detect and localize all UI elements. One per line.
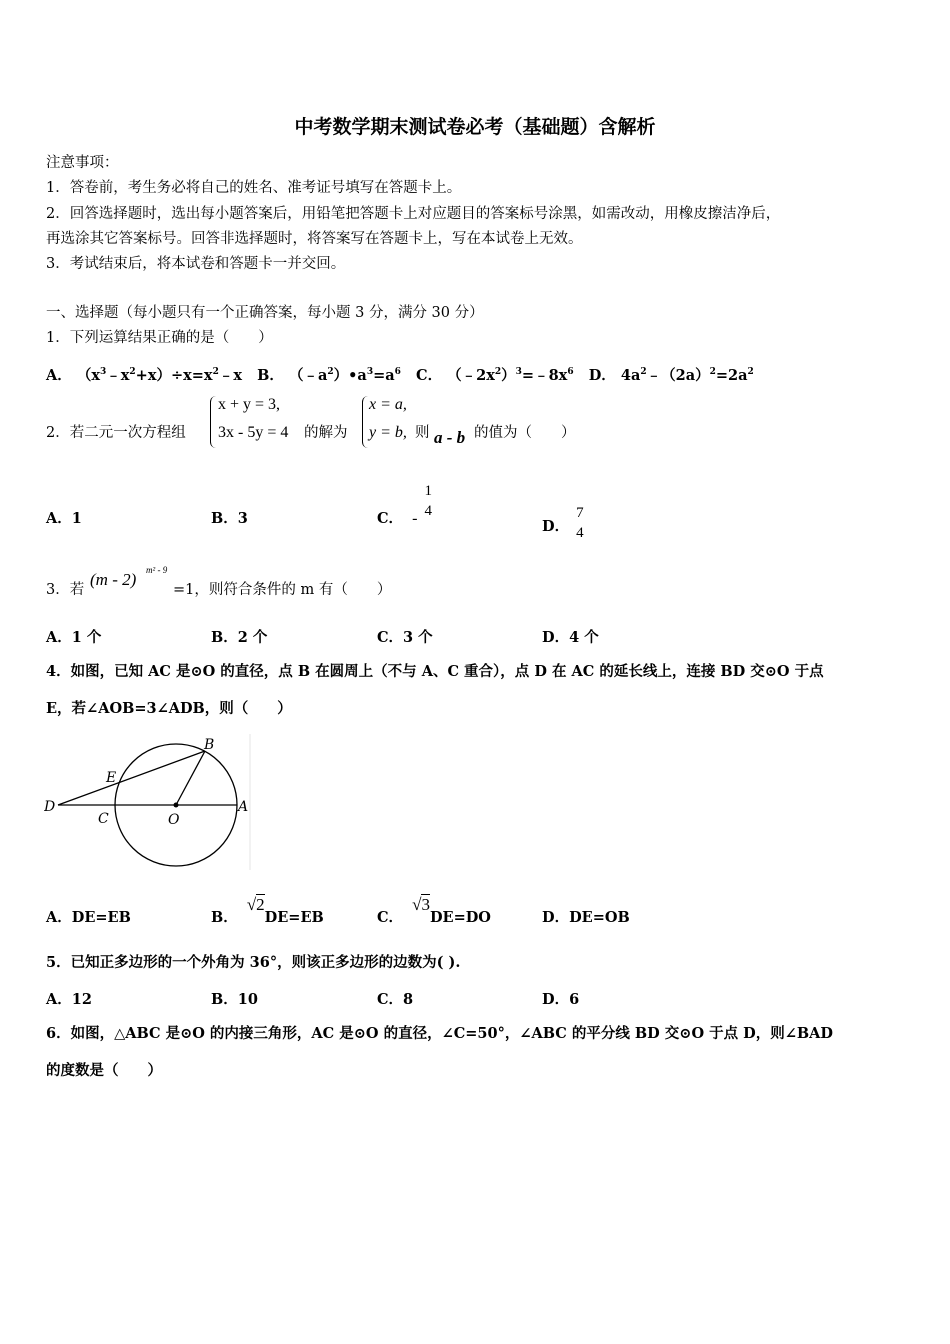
q2-option-d-numerator: 7	[576, 505, 584, 521]
q2-eq2: 3x - 5y = 4	[218, 424, 289, 441]
q5-option-b: B．10	[211, 991, 258, 1008]
q1-option-b-label: B．	[257, 367, 284, 384]
q5-stem: 5．已知正多边形的一个外角为 36°，则该正多边形的边数为( ).	[46, 954, 461, 971]
q2-sol1: x = a,	[369, 396, 407, 413]
section-heading: 一、选择题（每小题只有一个正确答案，每小题 3 分，满分 30 分）	[46, 305, 484, 321]
q6-line-2: 的度数是（ ）	[46, 1062, 162, 1079]
q6-line-1: 6．如图，△ABC 是⊙O 的内接三角形，AC 是⊙O 的直径，∠C=50°，∠ABC 的平分线 BD 交⊙O 于点 D，则∠BAD	[46, 1025, 833, 1042]
q2-option-c-label: C．	[377, 510, 404, 527]
q4-line-db	[58, 751, 205, 805]
q1-option-d-label: D．	[588, 367, 616, 384]
q4-center-dot	[174, 803, 179, 808]
q2-sol2: y = b,	[369, 424, 407, 441]
q2-option-c-fraction	[423, 481, 435, 521]
q2-suffix: 的值为（ ）	[474, 425, 576, 441]
page-title: 中考数学期末测试卷必考（基础题）含解析	[294, 116, 656, 138]
q4-label-a: A	[238, 799, 249, 815]
q1-option-a: $(x^3﹣x^2+x)\div x=x^2﹣x$	[76, 367, 242, 384]
q2-expr: a - b	[434, 428, 466, 447]
q4-option-b-label: B．	[211, 909, 238, 926]
q4-label-b: B	[204, 737, 215, 753]
q4-option-c	[377, 895, 491, 927]
q4-label-d: D	[44, 799, 56, 815]
q4-option-d: D．DE=OB	[542, 909, 630, 926]
q2-option-d-label: D．	[542, 518, 570, 535]
q1-option-a-label: A．	[46, 367, 72, 384]
q1-option-c-label: C．	[416, 367, 443, 384]
q5-option-d: D．6	[542, 991, 580, 1008]
q4-option-a: A．DE=EB	[46, 909, 131, 926]
notice-item-2b: 再选涂其它答案标号。回答非选择题时，将答案写在答题卡上，写在本试卷上无效。	[46, 231, 583, 247]
q4-option-c-text: DE=DO	[429, 909, 491, 926]
q3-suffix: =1，则符合条件的 m 有（ ）	[173, 582, 392, 598]
q4-line-2: E，若∠AOB=3∠ADB，则（ ）	[46, 700, 292, 717]
q4-figure	[44, 734, 254, 874]
q2-option-b: B．3	[211, 510, 248, 527]
q4-label-o: O	[168, 812, 180, 828]
q2-option-d	[542, 507, 586, 547]
q4-line-1: 4．如图，已知 AC 是⊙O 的直径，点 B 在圆周上（不与 A、C 重合），点 D 在 AC 的延长线上，连接 BD 交⊙O 于点	[46, 663, 824, 680]
q3-base: (m - 2)	[90, 570, 137, 589]
q2-option-d-fraction	[574, 503, 586, 543]
q2-option-c-numerator: 1	[424, 483, 432, 499]
q4-label-c: C	[98, 811, 109, 827]
q3-option-a: A．1 个	[46, 629, 102, 646]
q4-option-c-label: C．	[377, 909, 404, 926]
q4-option-b	[211, 895, 324, 927]
q2-mid: 的解为	[304, 425, 348, 441]
q2-eq1: x + y = 3,	[218, 396, 281, 413]
q1-options	[46, 362, 754, 386]
q3-exponent: m² - 9	[146, 565, 168, 575]
q1-stem: 1．下列运算结果正确的是（ ）	[46, 330, 273, 346]
q2-system-brace	[210, 396, 216, 448]
q4-label-e: E	[106, 770, 117, 786]
notice-item-1: 1．答卷前，考生务必将自己的姓名、准考证号填写在答题卡上。	[46, 180, 462, 196]
q2-option-c-denominator: 4	[424, 503, 432, 519]
q4-option-b-sqrt: √2	[246, 895, 265, 914]
q4-option-c-radicand: 3	[421, 895, 430, 914]
q5-option-c: C．8	[377, 991, 414, 1008]
q2-option-c-sign: -	[412, 510, 418, 527]
q2-prefix: 2．若二元一次方程组	[46, 425, 186, 441]
notice-item-3: 3．考试结束后，将本试卷和答题卡一并交回。	[46, 256, 346, 272]
q2-option-d-denominator: 4	[576, 525, 584, 541]
q4-line-ob	[176, 751, 205, 805]
q1-option-b: $(﹣a^2)•a^3=a^6$	[288, 367, 401, 384]
q3-option-b: B．2 个	[211, 629, 268, 646]
q2-solution-brace	[362, 396, 368, 448]
q3-prefix: 3．若	[46, 582, 85, 598]
q3-option-c: C．3 个	[377, 629, 433, 646]
q2-option-a: A．1	[46, 510, 82, 527]
q1-option-c: $(﹣2x^2)^3=﹣8x^6$	[447, 367, 574, 384]
q2-then: 则	[415, 425, 430, 441]
q4-option-c-sqrt: √3	[412, 895, 430, 914]
notice-heading: 注意事项：	[46, 155, 119, 171]
q2-option-c	[377, 483, 434, 528]
q4-option-b-radicand: 2	[256, 895, 265, 914]
q1-option-d: $4a^2﹣(2a)^2=2a^2$	[620, 367, 754, 384]
q5-option-a: A．12	[46, 991, 92, 1008]
notice-item-2a: 2．回答选择题时，选出每小题答案后，用铅笔把答题卡上对应题目的答案标号涂黑，如需改动，用橡皮擦洁净后，	[46, 206, 781, 222]
q4-option-b-text: DE=EB	[264, 909, 324, 926]
q3-option-d: D．4 个	[542, 629, 599, 646]
